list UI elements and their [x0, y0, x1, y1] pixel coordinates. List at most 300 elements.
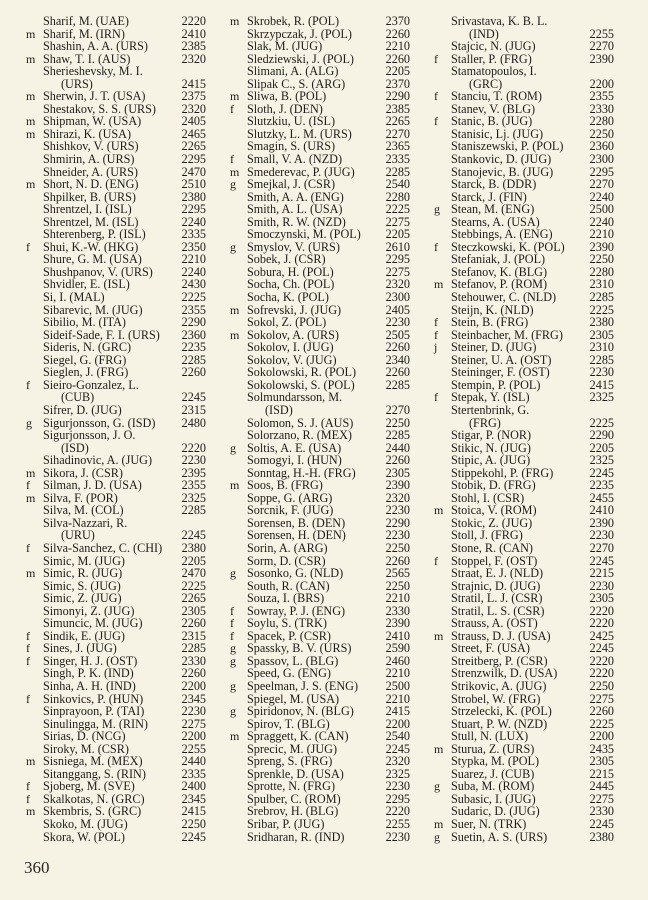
player-rating: 2410 — [385, 628, 410, 643]
player-name: Shmirin, A. (URS) — [43, 152, 135, 167]
player-rating: 2205 — [385, 64, 410, 79]
player-rating: 2405 — [181, 114, 206, 129]
player-name: Spassky, B. V. (URS) — [247, 641, 352, 656]
player-rating: 2470 — [181, 566, 206, 581]
title-marker: f — [434, 315, 438, 330]
player-name: Socha, Ch. (POL) — [247, 277, 335, 292]
player-rating: 2285 — [589, 352, 614, 367]
player-entry — [432, 592, 614, 605]
player-name: Stajcic, N. (JUG) — [451, 39, 536, 54]
player-name: Stokic, Z. (JUG) — [451, 515, 533, 530]
player-rating: 2305 — [589, 591, 614, 606]
player-rating: 2230 — [181, 704, 206, 719]
player-federation: (ISD) — [61, 440, 89, 455]
title-marker: g — [230, 177, 236, 192]
player-federation: (URU) — [61, 528, 95, 543]
player-rating: 2250 — [181, 817, 206, 831]
player-name: Skalkotas, N. (GRC) — [43, 791, 145, 806]
player-name: Steinbacher, M. (FRG) — [451, 327, 563, 342]
player-rating: 2345 — [181, 791, 206, 806]
player-entry — [228, 479, 410, 492]
player-entry — [24, 818, 206, 831]
player-rating: 2425 — [589, 628, 614, 643]
player-rating: 2285 — [385, 428, 410, 443]
title-marker: m — [26, 566, 36, 581]
player-entry — [432, 40, 614, 53]
player-rating: 2500 — [589, 202, 614, 217]
player-rating: 2325 — [385, 766, 410, 781]
title-marker: m — [26, 754, 36, 769]
player-rating: 2200 — [589, 76, 614, 91]
player-name: Sturua, Z. (URS) — [451, 741, 535, 756]
title-marker: g — [230, 704, 236, 719]
player-entry — [432, 705, 614, 718]
player-rating: 2360 — [589, 139, 614, 154]
player-entry — [228, 542, 410, 555]
player-entry — [24, 379, 206, 404]
player-entry — [24, 567, 206, 580]
player-rating: 2225 — [589, 716, 614, 731]
player-federation: (GRC) — [469, 76, 503, 91]
player-name: Sosonko, G. (NLD) — [247, 566, 344, 581]
player-name: Silva, F. (POR) — [43, 490, 118, 505]
player-entry — [228, 391, 410, 416]
player-name: Shashin, A. A. (URS) — [43, 39, 148, 54]
player-name: Shterenberg, P. (ISL) — [43, 227, 146, 242]
player-entry — [228, 341, 410, 354]
title-marker: f — [230, 101, 234, 116]
player-name: Sowray, P. J. (ENG) — [247, 603, 346, 618]
player-rating: 2350 — [181, 239, 206, 254]
player-entry — [228, 90, 410, 103]
player-name: Stigar, P. (NOR) — [451, 428, 532, 443]
player-rating: 2215 — [589, 766, 614, 781]
player-name: Simic, Z. (JUG) — [43, 591, 122, 606]
player-entry — [228, 592, 410, 605]
player-name: Soos, B. (FRG) — [247, 478, 323, 493]
player-name: Steczkowski, K. (POL) — [451, 239, 565, 254]
player-entry — [432, 203, 614, 216]
player-entry — [24, 542, 206, 555]
player-rating: 2370 — [385, 14, 410, 28]
player-rating: 2210 — [385, 691, 410, 706]
player-entry — [228, 366, 410, 379]
player-name: Stippekohl, P. (FRG) — [451, 465, 554, 480]
player-rating: 2230 — [589, 578, 614, 593]
player-name: Skrobek, R. (POL) — [247, 14, 340, 28]
player-rating: 2270 — [589, 177, 614, 192]
player-rating: 2370 — [385, 76, 410, 91]
player-rating: 2320 — [385, 490, 410, 505]
player-rating: 2610 — [385, 239, 410, 254]
player-rating: 2305 — [181, 603, 206, 618]
player-rating: 2405 — [385, 302, 410, 317]
player-name: Sorin, A. (ARG) — [247, 540, 328, 555]
player-entry — [432, 642, 614, 655]
player-rating: 2230 — [589, 365, 614, 380]
player-name: Sherwin, J. T. (USA) — [43, 89, 146, 104]
player-rating: 2210 — [385, 591, 410, 606]
player-name: Skembris, S. (GRC) — [43, 804, 142, 819]
page-number: 360 — [24, 858, 50, 877]
player-name: Sihadinovic, A. (JUG) — [43, 453, 153, 468]
player-name: Silva, M. (COL) — [43, 503, 124, 518]
player-entry — [24, 429, 206, 454]
player-column-3 — [432, 15, 614, 843]
player-rating: 2310 — [589, 277, 614, 292]
player-rating: 2245 — [589, 553, 614, 568]
player-rating: 2240 — [181, 264, 206, 279]
player-rating: 2295 — [181, 202, 206, 217]
player-entry — [432, 429, 614, 442]
player-rating: 2390 — [589, 239, 614, 254]
player-entry — [432, 680, 614, 693]
player-entry — [24, 291, 206, 304]
player-entry — [228, 15, 410, 28]
player-name: Strauss, D. J. (USA) — [451, 628, 551, 643]
player-name: Skora, W. (POL) — [43, 829, 125, 844]
player-name: Sideif-Sade, F. I. (URS) — [43, 327, 160, 342]
player-rating: 2255 — [181, 741, 206, 756]
player-rating: 2470 — [181, 164, 206, 179]
player-name: Stull, N. (LUX) — [451, 729, 529, 744]
player-name: Suba, M. (ROM) — [451, 779, 535, 794]
player-name: Srebrov, H. (BLG) — [247, 804, 339, 819]
player-name: Sorensen, B. (DEN) — [247, 515, 346, 530]
player-rating: 2255 — [589, 26, 614, 41]
title-marker: f — [230, 603, 234, 618]
player-rating: 2390 — [589, 515, 614, 530]
title-marker: m — [26, 490, 36, 505]
player-rating: 2260 — [385, 340, 410, 355]
title-marker: f — [26, 641, 30, 656]
title-marker: f — [26, 653, 30, 668]
player-name: Strobel, W. (FRG) — [451, 691, 541, 706]
player-rating: 2265 — [181, 591, 206, 606]
title-marker: f — [26, 791, 30, 806]
player-name: Streitberg, P. (CSR) — [451, 653, 548, 668]
title-marker: m — [230, 164, 240, 179]
player-rating: 2290 — [385, 89, 410, 104]
player-entry — [432, 316, 614, 329]
title-marker: g — [434, 202, 440, 217]
player-entry — [228, 228, 410, 241]
player-name: Skrzypczak, J. (POL) — [247, 26, 352, 41]
player-rating: 2260 — [181, 365, 206, 380]
title-marker: f — [230, 152, 234, 167]
player-rating: 2285 — [181, 641, 206, 656]
player-name: Starck, J. (FIN) — [451, 189, 527, 204]
player-rating: 2220 — [181, 14, 206, 28]
player-rating: 2210 — [589, 227, 614, 242]
title-marker: f — [434, 89, 438, 104]
player-rating: 2250 — [385, 578, 410, 593]
player-name: Slimani, A. (ALG) — [247, 64, 339, 79]
player-name: Staller, P. (FRG) — [451, 51, 532, 66]
player-name: Spacek, P. (CSR) — [247, 628, 331, 643]
player-name: Stoll, J. (FRG) — [451, 528, 523, 543]
title-marker: g — [26, 415, 32, 430]
player-rating: 2330 — [589, 804, 614, 819]
player-name: Sieglen, J. (FRG) — [43, 365, 129, 380]
player-rating: 2230 — [589, 528, 614, 543]
player-name: Somogyi, I. (HUN) — [247, 453, 342, 468]
player-name: Soylu, S. (TRK) — [247, 616, 327, 631]
player-rating: 2250 — [385, 415, 410, 430]
player-entry — [228, 617, 410, 630]
player-rating: 2285 — [181, 503, 206, 518]
player-name: Simic, M. (JUG) — [43, 553, 125, 568]
player-name: Shishkov, V. (URS) — [43, 139, 139, 154]
player-rating: 2480 — [181, 415, 206, 430]
player-rating: 2235 — [589, 478, 614, 493]
player-entry — [432, 366, 614, 379]
player-rating: 2510 — [181, 177, 206, 192]
player-name: Shure, G. M. (USA) — [43, 252, 142, 267]
player-name: Stanojevic, B. (JUG) — [451, 164, 554, 179]
player-name: Sobek, J. (CSR) — [247, 252, 326, 267]
player-entry — [228, 831, 410, 844]
player-rating: 2320 — [181, 101, 206, 116]
player-rating: 2250 — [385, 540, 410, 555]
player-name: Sofrevski, J. (JUG) — [247, 302, 342, 317]
player-rating: 2440 — [385, 440, 410, 455]
player-rating: 2240 — [589, 189, 614, 204]
player-name: Sprecic, M. (JUG) — [247, 741, 338, 756]
player-rating: 2295 — [385, 252, 410, 267]
player-rating: 2255 — [385, 817, 410, 831]
player-rating: 2210 — [181, 252, 206, 267]
title-marker: g — [230, 678, 236, 693]
player-name: Sorensen, H. (DEN) — [247, 528, 346, 543]
player-name: Strajnic, D. (JUG) — [451, 578, 541, 593]
player-rating: 2295 — [385, 791, 410, 806]
player-rating: 2220 — [589, 603, 614, 618]
player-name: Suetin, A. S. (URS) — [451, 829, 548, 844]
player-entry — [24, 642, 206, 655]
player-rating: 2455 — [589, 490, 614, 505]
title-marker: f — [434, 51, 438, 66]
player-rating: 2245 — [385, 741, 410, 756]
title-marker: f — [26, 239, 30, 254]
player-entry — [432, 228, 614, 241]
player-name: Sideris, N. (GRC) — [43, 340, 132, 355]
player-name: Stikic, N. (JUG) — [451, 440, 531, 455]
player-rating: 2225 — [589, 415, 614, 430]
player-rating: 2290 — [589, 428, 614, 443]
player-name: Stypka, M. (POL) — [451, 754, 540, 769]
player-name: Sikora, J. (CSR) — [43, 465, 123, 480]
player-rating: 2275 — [385, 214, 410, 229]
player-name: Stohl, I. (CSR) — [451, 490, 525, 505]
player-entry — [432, 65, 614, 90]
player-entry — [432, 831, 614, 844]
player-name: Shushpanov, V. (URS) — [43, 264, 153, 279]
player-entry — [24, 366, 206, 379]
player-rating: 2290 — [385, 515, 410, 530]
player-name: Shipman, W. (USA) — [43, 114, 142, 129]
player-rating: 2305 — [385, 465, 410, 480]
player-rating: 2245 — [589, 465, 614, 480]
player-name: Stepak, Y. (ISL) — [451, 390, 530, 405]
player-name: Smith, R. W. (NZD) — [247, 214, 346, 229]
player-name: Sindik, E. (JUG) — [43, 628, 125, 643]
player-rating: 2310 — [589, 340, 614, 355]
player-name: Shrentzel, M. (ISL) — [43, 214, 139, 229]
player-rating: 2415 — [181, 804, 206, 819]
player-name: Shpilker, B. (URS) — [43, 189, 136, 204]
player-name: Stefaniak, J. (POL) — [451, 252, 546, 267]
player-rating: 2565 — [385, 566, 410, 581]
player-name: Sinprayoon, P. (TAI) — [43, 704, 145, 719]
player-entry — [24, 203, 206, 216]
player-name: Stoica, V. (ROM) — [451, 503, 537, 518]
player-entry — [432, 567, 614, 580]
player-rating: 2295 — [181, 152, 206, 167]
player-name: Siegel, G. (FRG) — [43, 352, 127, 367]
title-marker: f — [434, 239, 438, 254]
player-entry — [24, 178, 206, 191]
player-name: Strauss, A. (OST) — [451, 616, 538, 631]
player-rating: 2285 — [385, 164, 410, 179]
player-rating: 2270 — [589, 540, 614, 555]
player-name: Stanev, V. (BLG) — [451, 101, 536, 116]
player-name: Singer, H. J. (OST) — [43, 653, 138, 668]
title-marker: m — [26, 177, 36, 192]
player-rating: 2245 — [181, 528, 206, 543]
player-name: Spraggett, K. (CAN) — [247, 729, 349, 744]
player-entry — [228, 454, 410, 467]
player-entry — [432, 291, 614, 304]
player-rating: 2390 — [385, 478, 410, 493]
player-entry — [228, 429, 410, 442]
player-entry — [24, 404, 206, 417]
title-marker: g — [230, 653, 236, 668]
player-entry — [24, 730, 206, 743]
player-name: Shvidler, E. (ISL) — [43, 277, 130, 292]
player-rating: 2355 — [589, 89, 614, 104]
player-name: Subasic, I. (JUG) — [451, 791, 536, 806]
player-name: Spassov, L. (BLG) — [247, 653, 339, 668]
player-entry — [24, 228, 206, 241]
title-marker: m — [26, 51, 36, 66]
player-rating: 2505 — [385, 327, 410, 342]
player-rating: 2415 — [181, 76, 206, 91]
player-rating: 2245 — [589, 641, 614, 656]
player-rating: 2540 — [385, 729, 410, 744]
player-rating: 2220 — [385, 804, 410, 819]
player-name: Sharif, M. (IRN) — [43, 26, 125, 41]
player-name: Sudaric, D. (JUG) — [451, 804, 540, 819]
player-name: Silva-Sanchez, C. (CHI) — [43, 540, 163, 555]
title-marker: m — [434, 277, 444, 292]
player-name: Stankovic, D. (JUG) — [451, 152, 552, 167]
player-rating: 2200 — [589, 729, 614, 744]
player-name: Stamatopoulos, I. — [451, 64, 537, 79]
player-rating: 2200 — [385, 716, 410, 731]
player-entry — [24, 755, 206, 768]
player-rating: 2305 — [589, 754, 614, 769]
player-name: Strzelecki, K. (POL) — [451, 704, 552, 719]
player-entry — [432, 341, 614, 354]
player-name: Simuncic, M. (JUG) — [43, 616, 143, 631]
player-rating: 2365 — [385, 139, 410, 154]
player-name: Solmundarsson, M. — [247, 390, 343, 405]
player-rating: 2285 — [385, 377, 410, 392]
player-name: Sifrer, D. (JUG) — [43, 402, 122, 417]
title-marker: m — [230, 729, 240, 744]
player-entry — [24, 617, 206, 630]
player-entry — [24, 592, 206, 605]
player-entry — [432, 15, 614, 40]
title-marker: g — [434, 829, 440, 844]
title-marker: f — [230, 628, 234, 643]
player-federation: (ISD) — [265, 402, 293, 417]
player-rating: 2380 — [589, 315, 614, 330]
player-entry — [432, 755, 614, 768]
player-rating: 2320 — [385, 277, 410, 292]
player-rating: 2225 — [385, 202, 410, 217]
player-name: Smoczynski, M. (POL) — [247, 227, 361, 242]
player-entry — [24, 705, 206, 718]
player-name: Stehouwer, C. (NLD) — [451, 290, 557, 305]
player-rating: 2335 — [385, 152, 410, 167]
player-entry — [432, 479, 614, 492]
title-marker: g — [230, 239, 236, 254]
player-name: Slipak C., S. (ARG) — [247, 76, 346, 91]
player-rating: 2330 — [385, 603, 410, 618]
player-entry — [24, 316, 206, 329]
player-rating: 2240 — [589, 214, 614, 229]
player-name: Sribar, P. (JUG) — [247, 817, 325, 831]
player-rating: 2280 — [589, 264, 614, 279]
player-rating: 2375 — [181, 89, 206, 104]
title-marker: f — [26, 628, 30, 643]
player-rating: 2440 — [181, 754, 206, 769]
player-entry — [24, 65, 206, 90]
player-rating: 2590 — [385, 641, 410, 656]
player-federation: (URS) — [61, 76, 93, 91]
title-marker: f — [434, 390, 438, 405]
player-name: Spulber, C. (ROM) — [247, 791, 341, 806]
player-rating: 2300 — [385, 290, 410, 305]
player-name: Si, I. (MAL) — [43, 290, 105, 305]
player-name: Starck, B. (DDR) — [451, 177, 537, 192]
player-name: Steiner, U. A. (OST) — [451, 352, 552, 367]
player-entry — [228, 642, 410, 655]
player-entry — [432, 617, 614, 630]
player-rating: 2325 — [589, 453, 614, 468]
player-rating: 2205 — [181, 553, 206, 568]
player-rating: 2335 — [181, 227, 206, 242]
title-marker: f — [26, 478, 30, 493]
player-name: Sinha, A. H. (IND) — [43, 678, 136, 693]
player-name: Stein, B. (FRG) — [451, 315, 529, 330]
player-name: Srivastava, K. B. L. — [451, 14, 548, 28]
player-name: Smith, A. L. (USA) — [247, 202, 343, 217]
player-entry — [24, 479, 206, 492]
player-rating: 2260 — [385, 553, 410, 568]
player-entry — [432, 404, 614, 429]
title-marker: m — [26, 26, 36, 41]
player-name: Sprenkle, D. (USA) — [247, 766, 344, 781]
player-name: Suarez, J. (CUB) — [451, 766, 535, 781]
player-name: Sliwa, B. (POL) — [247, 89, 327, 104]
player-name: Steiner, D. (JUG) — [451, 340, 537, 355]
player-name: Sirias, D. (NCG) — [43, 729, 126, 744]
player-name: Sharif, M. (UAE) — [43, 14, 129, 28]
player-entry — [24, 517, 206, 542]
